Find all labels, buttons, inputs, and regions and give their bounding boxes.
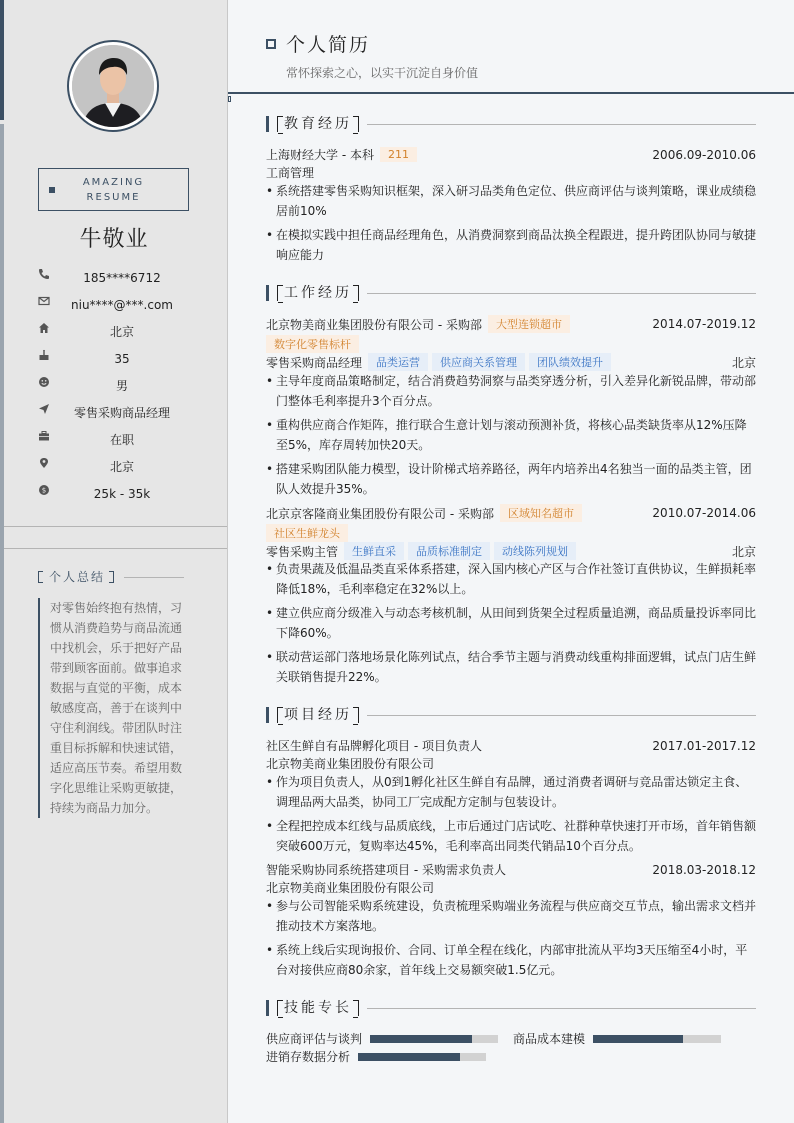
cake-icon — [38, 349, 50, 361]
sidebar-divider — [4, 526, 227, 527]
header-divider — [228, 92, 794, 94]
project-bullet: • 全程把控成本红线与品质底线，上市后通过门店试吃、社群种草快速打开市场，首年销售额突破600万元，复购率达45%，毛利率高出同类代销品10个百分点。 — [266, 816, 756, 856]
location-pin-icon — [38, 457, 50, 469]
job-bullet: • 负责果蔬及低温品类直采体系搭建，深入国内核心产区与合作社签订直供协议，生鲜损耗率降低18%，毛利率稳定在32%以上。 — [266, 559, 756, 599]
project-bullet: • 系统上线后实现询报价、合同、订单全程在线化，内部审批流从平均3天压缩至4小时，平台对接供应商80余家，首年线上交易额突破1.5亿元。 — [266, 940, 756, 980]
job-bullet: • 主导年度商品策略制定，结合消费趋势洞察与品类穿透分析，引入差异化新锐品牌，带动部门整体毛利率提升3个百分点。 — [266, 371, 756, 411]
project-bullet: • 参与公司智能采购系统建设，负责梳理采购端业务流程与供应商交互节点，输出需求文档并推动技术方案落地。 — [266, 896, 756, 936]
bracket-left-icon — [38, 571, 43, 583]
skill-bar-fill — [358, 1053, 460, 1061]
salary-icon — [38, 484, 50, 496]
project-org: 北京物美商业集团股份有限公司 — [266, 757, 435, 771]
school-name: 上海财经大学 - 本科 — [266, 148, 374, 162]
job-company: 北京京客隆商业集团股份有限公司 - 采购部 — [266, 506, 494, 521]
badge-square-icon — [49, 187, 55, 193]
info-row-position — [0, 399, 228, 426]
project-org-row — [266, 755, 756, 772]
skill-item — [266, 1048, 486, 1065]
section-line — [367, 293, 756, 294]
job-city: 北京 — [731, 355, 756, 370]
job-dates: 2014.07-2019.12 — [652, 317, 756, 331]
position-text: 零售采购商品经理 — [73, 406, 170, 420]
bracket-right-icon — [109, 571, 114, 583]
section-line — [367, 124, 756, 125]
job-skill-tag: 品质标准制定 — [408, 542, 490, 560]
section-bar — [266, 116, 269, 132]
contact-info-list — [0, 264, 228, 507]
summary-title — [38, 568, 114, 585]
skill-bar-track — [370, 1035, 498, 1043]
sidebar-divider — [4, 548, 227, 549]
project-org: 北京物美商业集团股份有限公司 — [266, 881, 435, 895]
summary-title-line — [124, 577, 184, 578]
job-skill-tag: 团队绩效提升 — [529, 353, 611, 371]
skill-name: 商品成本建模 — [513, 1032, 586, 1046]
smile-icon — [38, 376, 50, 388]
job-role: 零售采购商品经理 — [266, 355, 363, 370]
project-name-row — [266, 861, 756, 878]
job-role: 零售采购主管 — [266, 544, 339, 559]
section-title: 工作经历 — [277, 285, 359, 301]
badge-line-2: RESUME — [86, 192, 141, 203]
svg-text:$: $ — [41, 486, 47, 495]
job-role-row — [266, 542, 756, 560]
job-dates: 2010.07-2014.06 — [652, 506, 756, 520]
section-bar — [266, 285, 269, 301]
info-row-residence — [0, 318, 228, 345]
job-tag: 区域知名超市 — [500, 504, 582, 522]
section-title: 教育经历 — [277, 116, 359, 132]
job-bullet: • 搭建采购团队能力模型，设计阶梯式培养路径，两年内培养出4名独当一面的品类主管，团队人效提升35%。 — [266, 459, 756, 499]
status-text: 在职 — [109, 433, 134, 447]
section-bar — [266, 1000, 269, 1016]
project-name: 智能采购协同系统搭建项目 - 采购需求负责人 — [266, 863, 506, 877]
mail-icon — [38, 295, 50, 307]
job-tag: 社区生鲜龙头 — [266, 524, 348, 542]
job-role-row — [266, 353, 756, 371]
section-line — [367, 1008, 756, 1009]
avatar — [67, 40, 159, 132]
job-city: 北京 — [731, 544, 756, 559]
school-tag: 211 — [380, 147, 417, 162]
gender-text: 男 — [115, 379, 128, 393]
skill-item — [513, 1030, 721, 1047]
summary-text: 对零售始终抱有热情，习惯从消费趋势与商品流通中找机会，乐于把好产品带到顾客面前。做事追求数据与直觉的平衡，成本敏感度高，善于在谈判中守住利润线。带团队时注重目标拆解和快速试错，适应高压节奏。希望用数字化思维让采购更敏捷，持续为商品力加分。 — [38, 598, 188, 818]
job-tag-row — [266, 524, 756, 542]
job-company-row — [266, 504, 756, 522]
job-skill-tag: 供应商关系管理 — [432, 353, 525, 371]
header-mark — [228, 96, 231, 102]
job-tag: 大型连锁超市 — [488, 315, 570, 333]
section-title: 项目经历 — [277, 707, 359, 723]
info-row-status — [0, 426, 228, 453]
project-name-row — [266, 737, 756, 754]
page-title-text: 个人简历 — [286, 34, 371, 56]
section-projects-header — [266, 707, 756, 723]
job-skill-tag: 动线陈列规划 — [494, 542, 576, 560]
email-text: niu****@***.com — [71, 297, 173, 312]
job-bullet: • 重构供应商合作矩阵，推行联合生意计划与滚动预测补货，将核心品类缺货率从12%压降至5%，库存周转加快20天。 — [266, 415, 756, 455]
home-icon — [38, 322, 50, 334]
job-company: 北京物美商业集团股份有限公司 - 采购部 — [266, 317, 482, 332]
age-text: 35 — [114, 351, 130, 366]
project-org-row — [266, 879, 756, 896]
phone-icon — [38, 268, 50, 280]
briefcase-icon — [38, 430, 50, 442]
job-bullet: • 建立供应商分级准入与动态考核机制，从田间到货架全过程质量追溯，商品质量投诉率同比下降60%。 — [266, 603, 756, 643]
badge-line-1: AMAZING — [82, 177, 145, 188]
skill-item — [266, 1030, 498, 1047]
skill-bar-fill — [370, 1035, 472, 1043]
residence-text: 北京 — [109, 325, 134, 339]
salary-text: 25k - 35k — [93, 486, 151, 501]
info-row-location — [0, 453, 228, 480]
job-bullet: • 联动营运部门落地场景化陈列试点，结合季节主题与消费动线重构排面逻辑，试点门店生鲜关联销售提升22%。 — [266, 647, 756, 687]
education-bullet: • 在模拟实践中担任商品经理角色，从消费洞察到商品汰换全程跟进，提升跨团队协同与敏捷响应能力 — [266, 225, 756, 265]
project-name: 社区生鲜自有品牌孵化项目 - 项目负责人 — [266, 739, 482, 753]
resume-badge — [38, 168, 189, 211]
education-dates: 2006.09-2010.06 — [652, 147, 756, 162]
send-icon — [38, 403, 50, 415]
major: 工商管理 — [266, 166, 315, 180]
location-text: 北京 — [109, 460, 134, 474]
skill-name: 进销存数据分析 — [266, 1050, 351, 1064]
skill-bar-fill — [593, 1035, 683, 1043]
skill-bar-track — [358, 1053, 486, 1061]
skill-name: 供应商评估与谈判 — [266, 1032, 363, 1046]
section-skills-header — [266, 1000, 756, 1016]
section-education-header — [266, 116, 756, 132]
phone-text: 185****6712 — [83, 270, 161, 285]
project-bullet: • 作为项目负责人，从0到1孵化社区生鲜自有品牌，通过消费者调研与竞品雷达锁定主食、调理品两大品类，协同工厂完成配方定制与包装设计。 — [266, 772, 756, 812]
info-row-salary — [0, 480, 228, 507]
section-bar — [266, 707, 269, 723]
section-work-header — [266, 285, 756, 301]
info-row-phone — [0, 264, 228, 291]
section-line — [367, 715, 756, 716]
avatar-photo — [72, 45, 154, 127]
candidate-name: 牛敬业 — [79, 227, 149, 252]
info-row-age — [0, 345, 228, 372]
job-company-row — [266, 315, 756, 333]
job-skill-tag: 生鲜直采 — [344, 542, 404, 560]
summary-title-text: 个人总结 — [49, 570, 106, 584]
project-dates: 2017.01-2017.12 — [652, 738, 756, 753]
job-tag-row — [266, 335, 756, 353]
sidebar-accent-stripe — [0, 0, 4, 120]
education-school-row — [266, 146, 756, 163]
education-major-row — [266, 164, 756, 181]
education-bullet: • 系统搭建零售采购知识框架，深入研习品类角色定位、供应商评估与谈判策略，课业成绩稳居前10% — [266, 181, 756, 221]
job-tag: 数字化零售标杆 — [266, 335, 359, 353]
project-dates: 2018.03-2018.12 — [652, 862, 756, 877]
page-subtitle: 常怀探索之心，以实干沉淀自身价值 — [286, 66, 479, 80]
job-skill-tag: 品类运营 — [368, 353, 428, 371]
sidebar — [0, 0, 228, 1123]
info-row-email — [0, 291, 228, 318]
skill-bar-track — [593, 1035, 721, 1043]
main-content — [228, 0, 794, 1123]
info-row-gender — [0, 372, 228, 399]
title-square-icon — [266, 39, 276, 49]
page-title — [266, 30, 370, 57]
section-title: 技能专长 — [277, 1000, 359, 1016]
